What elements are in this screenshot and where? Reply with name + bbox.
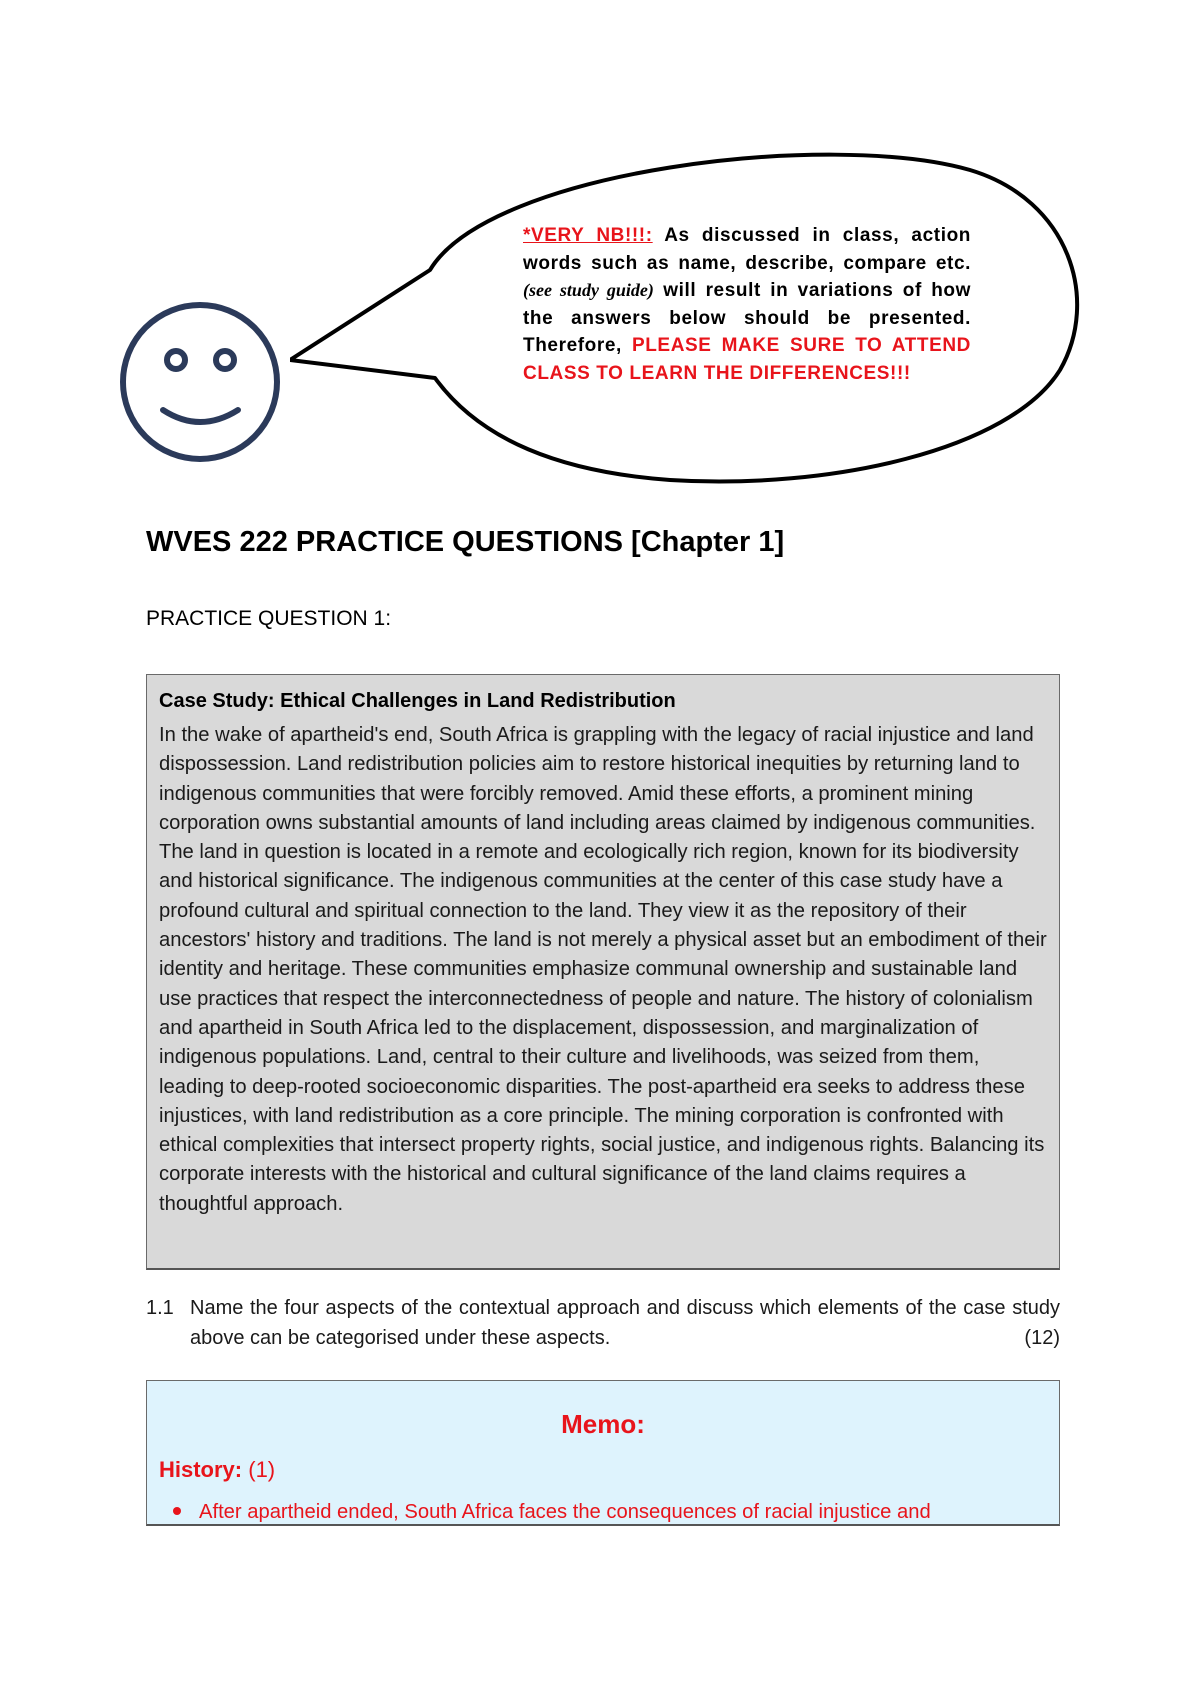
bullet-icon bbox=[173, 1507, 181, 1515]
study-guide-note: (see study guide) bbox=[523, 280, 654, 301]
callout-text bbox=[523, 222, 971, 388]
memo-title: Memo: bbox=[561, 1409, 645, 1439]
memo-bullet-text: After apartheid ended, South Africa faces the consequences of racial injustice and bbox=[199, 1501, 931, 1523]
attend-class-warning: PLEASE MAKE SURE TO ATTEND CLASS TO LEARN THE DIFFERENCES!!! bbox=[523, 335, 971, 384]
smiley-face-icon bbox=[118, 300, 282, 464]
case-study-body: In the wake of apartheid's end, South Africa is grappling with the legacy of racial injustice and land dispossession. Land redistribution policies aim to restore historical inequities by returning land to indigenous communities that were forcibly removed. Amid these efforts, a prominent mining corporation owns substantial amounts of land including areas claimed by indigenous communities. The land in question is located in a remote and ecologically rich region, known for its biodiversity and historical significance. The indigenous communities at the center of this case study have a profound cultural and spiritual connection to the land. They view it as the repository of their ancestors' history and traditions. The land is not merely a physical asset but an embodiment of their identity and heritage. These communities emphasize communal ownership and sustainable land use practices that respect the interconnectedness of people and nature. The history of colonialism and apartheid in South Africa led to the displacement, dispossession, and marginalization of indigenous populations. Land, central to their culture and livelihoods, was seized from them, leading to deep-rooted socioeconomic disparities. The post-apartheid era seeks to address these injustices, with land redistribution as a core principle. The mining corporation is confronted with ethical complexities that intersect property rights, social justice, and indigenous rights. Balancing its corporate interests with the historical and cultural significance of the land claims requires a thoughtful approach. bbox=[159, 724, 1047, 1215]
practice-question-heading: PRACTICE QUESTION 1: bbox=[146, 607, 392, 630]
history-label: History: bbox=[159, 1457, 243, 1482]
nb-label: *VERY NB!!!: bbox=[523, 225, 653, 246]
question-marks: (12) bbox=[1024, 1326, 1060, 1349]
callout-text-part1: As discussed in class, action words such as name, describe, compare etc. bbox=[523, 225, 971, 274]
question-number: 1.1 bbox=[146, 1297, 174, 1319]
document-title: WVES 222 PRACTICE QUESTIONS [Chapter 1] bbox=[146, 526, 785, 558]
memo-box bbox=[146, 1380, 1060, 1526]
case-study-title: Case Study: Ethical Challenges in Land Redistribution bbox=[159, 690, 676, 712]
question-1-1 bbox=[146, 1294, 1060, 1353]
case-study-box bbox=[146, 674, 1060, 1270]
question-text: Name the four aspects of the contextual approach and discuss which elements of the case study above can be categorised under these aspects. bbox=[190, 1297, 1060, 1349]
history-marks: (1) bbox=[242, 1457, 276, 1482]
callout-text-part2: will result in variations of how the answers below should be presented. Therefore, bbox=[523, 280, 971, 357]
memo-history-heading bbox=[159, 1457, 275, 1483]
memo-bullet-item bbox=[173, 1501, 931, 1524]
